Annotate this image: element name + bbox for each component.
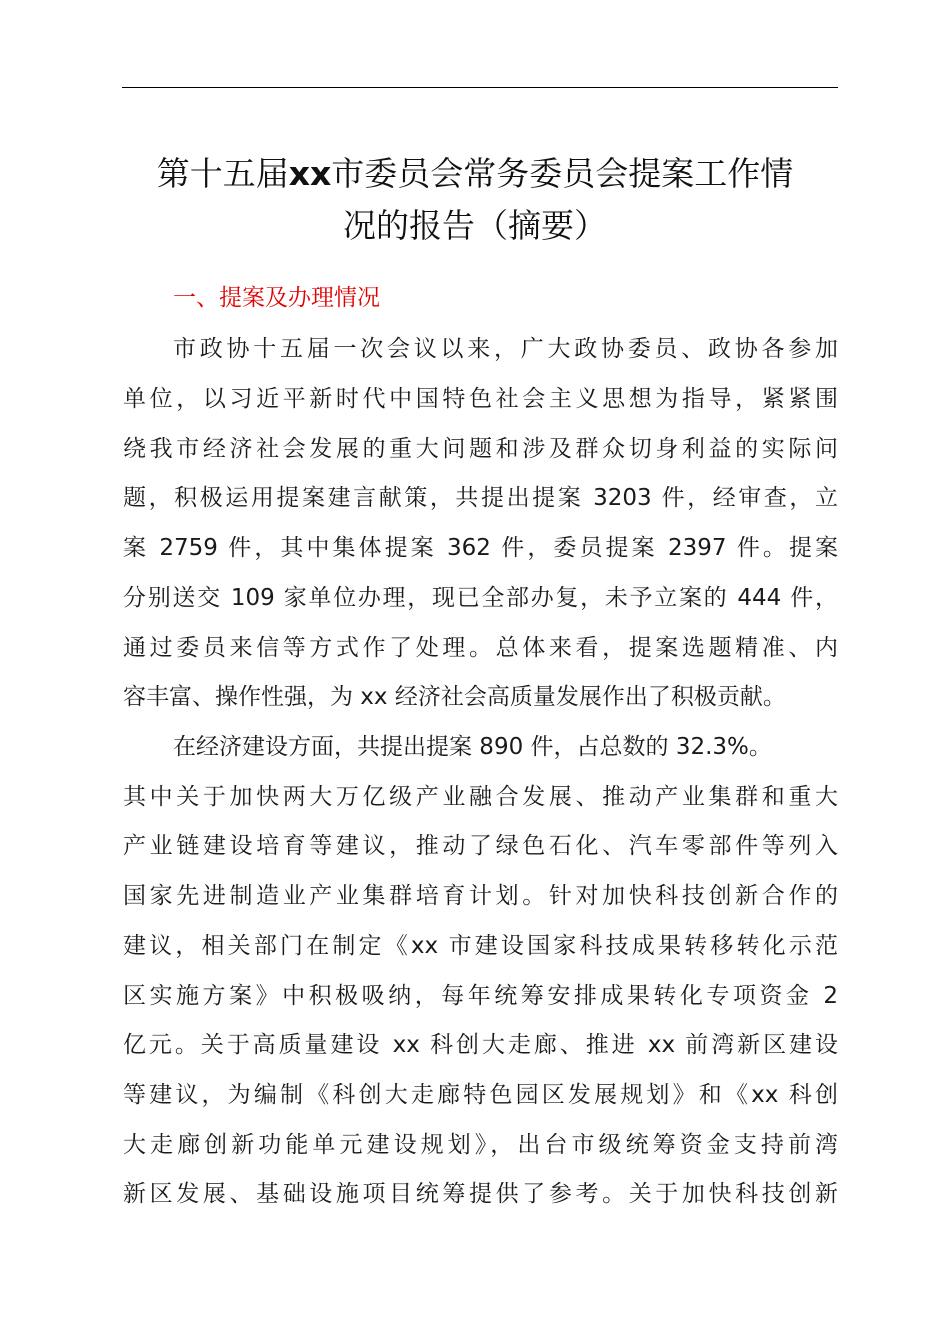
paragraph-line: 新区发展、基础设施项目统筹提供了参考。关于加快科技创新 bbox=[123, 1181, 838, 1207]
paragraph-line: 亿元。关于高质量建设 xx 科创大走廊、推进 xx 前湾新区建设 bbox=[123, 1032, 838, 1058]
title-line-2: 况的报告（摘要） bbox=[343, 206, 607, 245]
title-line-1: 第十五届xx市委员会常务委员会提案工作情 bbox=[156, 154, 794, 193]
paragraph-line: 其中关于加快两大万亿级产业融合发展、推动产业集群和重大 bbox=[123, 784, 838, 810]
paragraph-line: 等建议，为编制《科创大走廊特色园区发展规划》和《xx 科创 bbox=[123, 1082, 838, 1108]
paragraph-line: 容丰富、操作性强，为 xx 经济社会高质量发展作出了积极贡献。 bbox=[123, 684, 786, 710]
page-title bbox=[100, 148, 850, 252]
paragraph-line: 市政协十五届一次会议以来，广大政协委员、政协各参加 bbox=[173, 336, 838, 362]
header-rule bbox=[122, 87, 838, 88]
paragraph-line: 题，积极运用提案建言献策，共提出提案 3203 件，经审查，立 bbox=[123, 485, 838, 511]
section-heading: 一、提案及办理情况 bbox=[173, 285, 380, 311]
paragraph-line: 分别送交 109 家单位办理，现已全部办复，未予立案的 444 件， bbox=[123, 585, 838, 611]
paragraph-line: 国家先进制造业产业集群培育计划。针对加快科技创新合作的 bbox=[123, 883, 838, 909]
paragraph-line: 在经济建设方面，共提出提案 890 件，占总数的 32.3%。 bbox=[173, 734, 772, 760]
paragraph-line: 区实施方案》中积极吸纳，每年统筹安排成果转化专项资金 2 bbox=[123, 983, 838, 1009]
paragraph-line: 案 2759 件，其中集体提案 362 件，委员提案 2397 件。提案 bbox=[123, 535, 838, 561]
paragraph-line: 大走廊创新功能单元建设规划》，出台市级统筹资金支持前湾 bbox=[123, 1132, 838, 1158]
paragraph-line: 绕我市经济社会发展的重大问题和涉及群众切身利益的实际问 bbox=[123, 436, 838, 462]
paragraph-line: 单位，以习近平新时代中国特色社会主义思想为指导，紧紧围 bbox=[123, 386, 838, 412]
paragraph-line: 通过委员来信等方式作了处理。总体来看，提案选题精准、内 bbox=[123, 635, 838, 661]
paragraph-line: 建议，相关部门在制定《xx 市建设国家科技成果转移转化示范 bbox=[123, 933, 838, 959]
paragraph-line: 产业链建设培育等建议，推动了绿色石化、汽车零部件等列入 bbox=[123, 833, 838, 859]
